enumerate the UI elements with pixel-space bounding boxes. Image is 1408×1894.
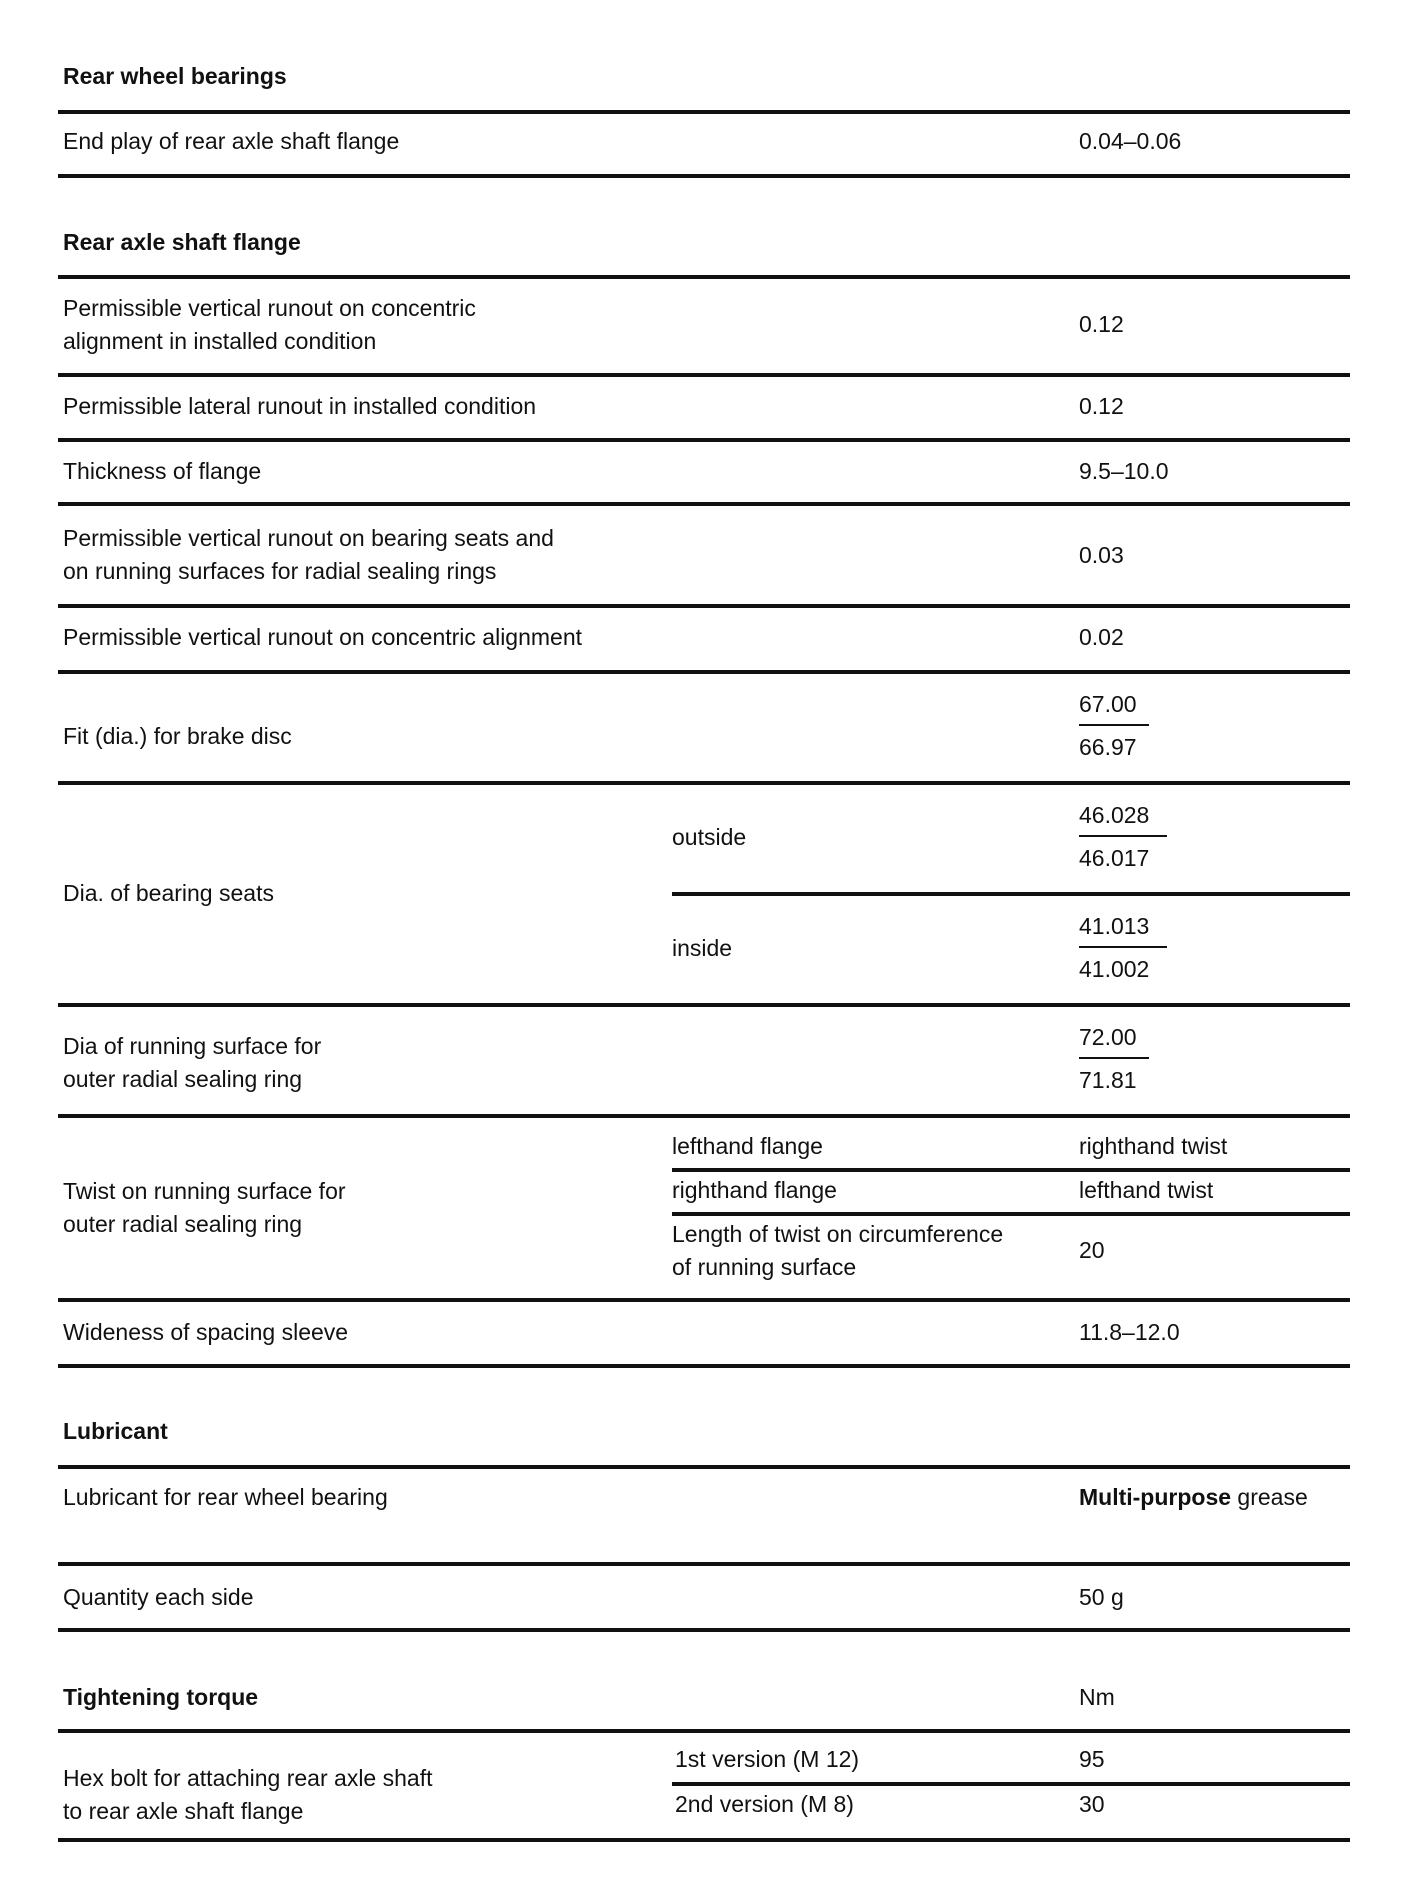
flange-thickness-value: 9.5–10.0 (1079, 458, 1169, 484)
table-rule (58, 373, 1350, 377)
lubricant-bearing-value (1079, 1481, 1308, 1514)
flange-thickness-label: Thickness of flange (63, 458, 262, 484)
table-rule (672, 1212, 1350, 1216)
section-heading-lubricant: Lubricant (63, 1418, 168, 1444)
twist-righthand-flange-value: lefthand twist (1079, 1177, 1214, 1203)
table-rule (672, 1168, 1350, 1172)
table-rule (58, 1364, 1350, 1368)
bearing-seats-outside-label: outside (672, 824, 747, 850)
bearing-seats-outside-lower: 46.017 (1079, 845, 1150, 871)
fit-brake-disc-label: Fit (dia.) for brake disc (63, 723, 292, 749)
table-rule (58, 1465, 1350, 1469)
table-rule (58, 1003, 1350, 1007)
fit-brake-disc-lower: 66.97 (1079, 734, 1137, 760)
twist-righthand-flange-label: righthand flange (672, 1177, 837, 1203)
table-rule (58, 1729, 1350, 1733)
running-surface-lower: 71.81 (1079, 1067, 1137, 1093)
twist-label-line1: Twist on running surface for (63, 1178, 346, 1204)
table-rule (672, 1782, 1350, 1786)
end-play-label: End play of rear axle shaft flange (63, 128, 400, 154)
vertical-runout-concentric-label: Permissible vertical runout on concentric alignment (63, 624, 583, 650)
hex-bolt-label-line2: to rear axle shaft flange (63, 1798, 304, 1824)
end-play-value: 0.04–0.06 (1079, 128, 1182, 154)
hex-bolt-label-line1: Hex bolt for attaching rear axle shaft (63, 1765, 433, 1791)
fraction-line (1079, 835, 1167, 837)
table-rule (58, 502, 1350, 506)
table-rule (58, 1838, 1350, 1842)
running-surface-label-line2: outer radial sealing ring (63, 1066, 303, 1092)
fit-brake-disc-upper: 67.00 (1079, 691, 1137, 717)
hex-bolt-version1-value: 95 (1079, 1746, 1105, 1772)
table-rule (58, 110, 1350, 114)
fraction-line (1079, 946, 1167, 948)
section-heading-rear-wheel-bearings: Rear wheel bearings (63, 63, 287, 89)
bearing-seats-outside-upper: 46.028 (1079, 802, 1150, 828)
vertical-runout-installed-label-line2: alignment in installed condition (63, 328, 377, 354)
lubricant-quantity-value: 50 g (1079, 1584, 1124, 1610)
table-rule (672, 892, 1350, 896)
lubricant-bearing-label: Lubricant for rear wheel bearing (63, 1484, 388, 1510)
vertical-runout-seats-value: 0.03 (1079, 542, 1124, 568)
twist-length-label-line1: Length of twist on circumference (672, 1221, 1004, 1247)
lubricant-bearing-value-rest: grease (1231, 1484, 1308, 1510)
bearing-seats-inside-lower: 41.002 (1079, 956, 1150, 982)
vertical-runout-seats-label-line1: Permissible vertical runout on bearing seats and (63, 525, 554, 551)
bearing-seats-inside-label: inside (672, 935, 733, 961)
table-rule (58, 1114, 1350, 1118)
vertical-runout-installed-label-line1: Permissible vertical runout on concentric (63, 295, 476, 321)
twist-lefthand-flange-value: righthand twist (1079, 1133, 1228, 1159)
fraction-line (1079, 724, 1149, 726)
table-rule (58, 438, 1350, 442)
section-heading-rear-axle-shaft-flange: Rear axle shaft flange (63, 229, 301, 255)
table-rule (58, 604, 1350, 608)
table-rule (58, 275, 1350, 279)
bearing-seats-inside-upper: 41.013 (1079, 913, 1150, 939)
hex-bolt-version2-value: 30 (1079, 1791, 1105, 1817)
twist-lefthand-flange-label: lefthand flange (672, 1133, 823, 1159)
lateral-runout-value: 0.12 (1079, 393, 1124, 419)
running-surface-label-line1: Dia of running surface for (63, 1033, 322, 1059)
table-rule (58, 781, 1350, 785)
vertical-runout-concentric-value: 0.02 (1079, 624, 1124, 650)
hex-bolt-version1-label: 1st version (M 12) (675, 1746, 860, 1772)
lateral-runout-label: Permissible lateral runout in installed condition (63, 393, 537, 419)
table-rule (58, 1562, 1350, 1566)
table-rule (58, 1628, 1350, 1632)
vertical-runout-seats-label-line2: on running surfaces for radial sealing rings (63, 558, 497, 584)
table-rule (58, 174, 1350, 178)
twist-label-line2: outer radial sealing ring (63, 1211, 303, 1237)
torque-unit: Nm (1079, 1684, 1115, 1710)
fraction-line (1079, 1057, 1149, 1059)
lubricant-bearing-value-bold: Multi-purpose (1079, 1484, 1232, 1510)
bearing-seats-label: Dia. of bearing seats (63, 880, 274, 906)
lubricant-quantity-label: Quantity each side (63, 1584, 254, 1610)
section-heading-tightening-torque: Tightening torque (63, 1684, 259, 1710)
spacing-sleeve-label: Wideness of spacing sleeve (63, 1319, 349, 1345)
vertical-runout-installed-value: 0.12 (1079, 311, 1124, 337)
hex-bolt-version2-label: 2nd version (M 8) (675, 1791, 854, 1817)
running-surface-upper: 72.00 (1079, 1024, 1137, 1050)
table-rule (58, 670, 1350, 674)
table-rule (58, 1298, 1350, 1302)
spacing-sleeve-value: 11.8–12.0 (1079, 1319, 1180, 1345)
twist-length-value: 20 (1079, 1237, 1105, 1263)
twist-length-label-line2: of running surface (672, 1254, 857, 1280)
